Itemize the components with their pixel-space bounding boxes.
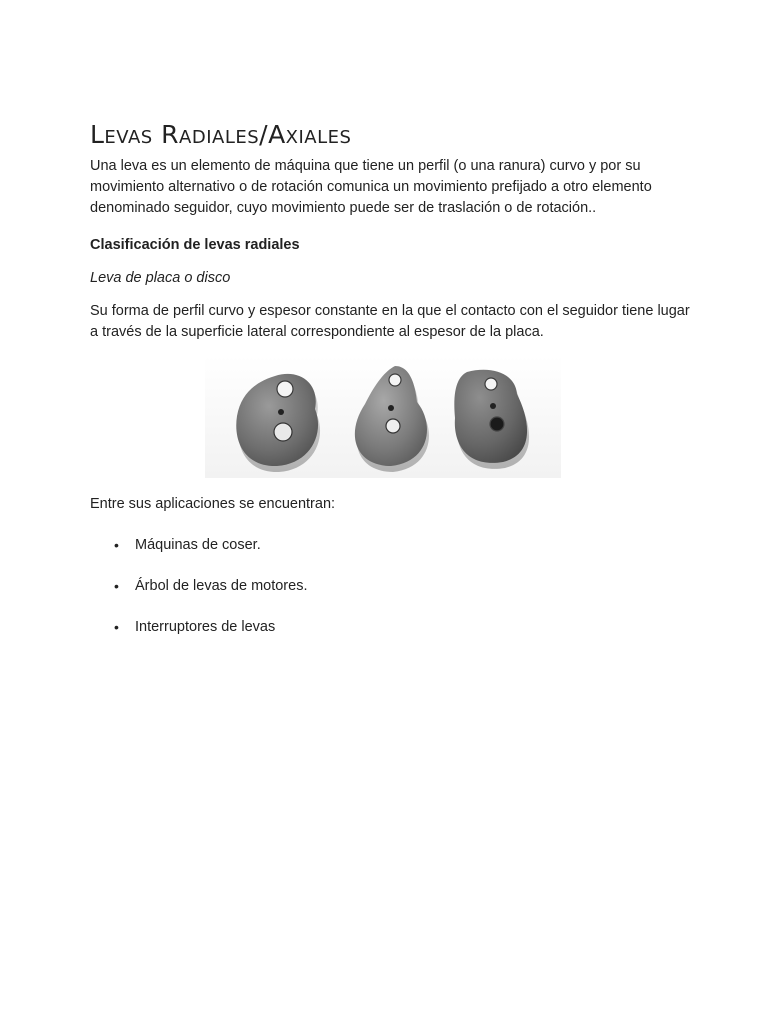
applications-list — [90, 535, 690, 638]
list-item — [90, 617, 690, 638]
list-item-label: Interruptores de levas — [135, 619, 276, 635]
document-page — [90, 118, 690, 658]
list-item — [90, 576, 690, 597]
list-item-label: Árbol de levas de motores. — [135, 578, 308, 594]
bullet-icon: • — [114, 537, 119, 553]
classification-heading: Clasificación de levas radiales — [90, 237, 300, 253]
list-item — [90, 535, 690, 556]
bullet-icon: • — [114, 578, 119, 594]
cam-subtype: Leva de placa o disco — [90, 270, 231, 286]
intro-paragraph: Una leva es un elemento de máquina que tiene un perfil (o una ranura) curvo y por su movimiento alternativo o de rotación comunica un movimiento prefijado a otro elemento denominado seguidor, cuyo movimiento puede ser de traslación o de rotación.. — [90, 158, 652, 216]
list-item-label: Máquinas de coser. — [135, 537, 261, 553]
description-paragraph: Su forma de perfil curvo y espesor constante en la que el contacto con el seguidor tiene lugar a través de la superficie lateral correspondiente al espesor de la placa. — [90, 303, 690, 340]
cams-photo — [205, 356, 561, 478]
document-title: Levas Radiales/Axiales — [90, 120, 352, 149]
bullet-icon: • — [114, 619, 119, 635]
applications-intro: Entre sus aplicaciones se encuentran: — [90, 496, 336, 512]
cams-photo-image — [205, 356, 561, 478]
